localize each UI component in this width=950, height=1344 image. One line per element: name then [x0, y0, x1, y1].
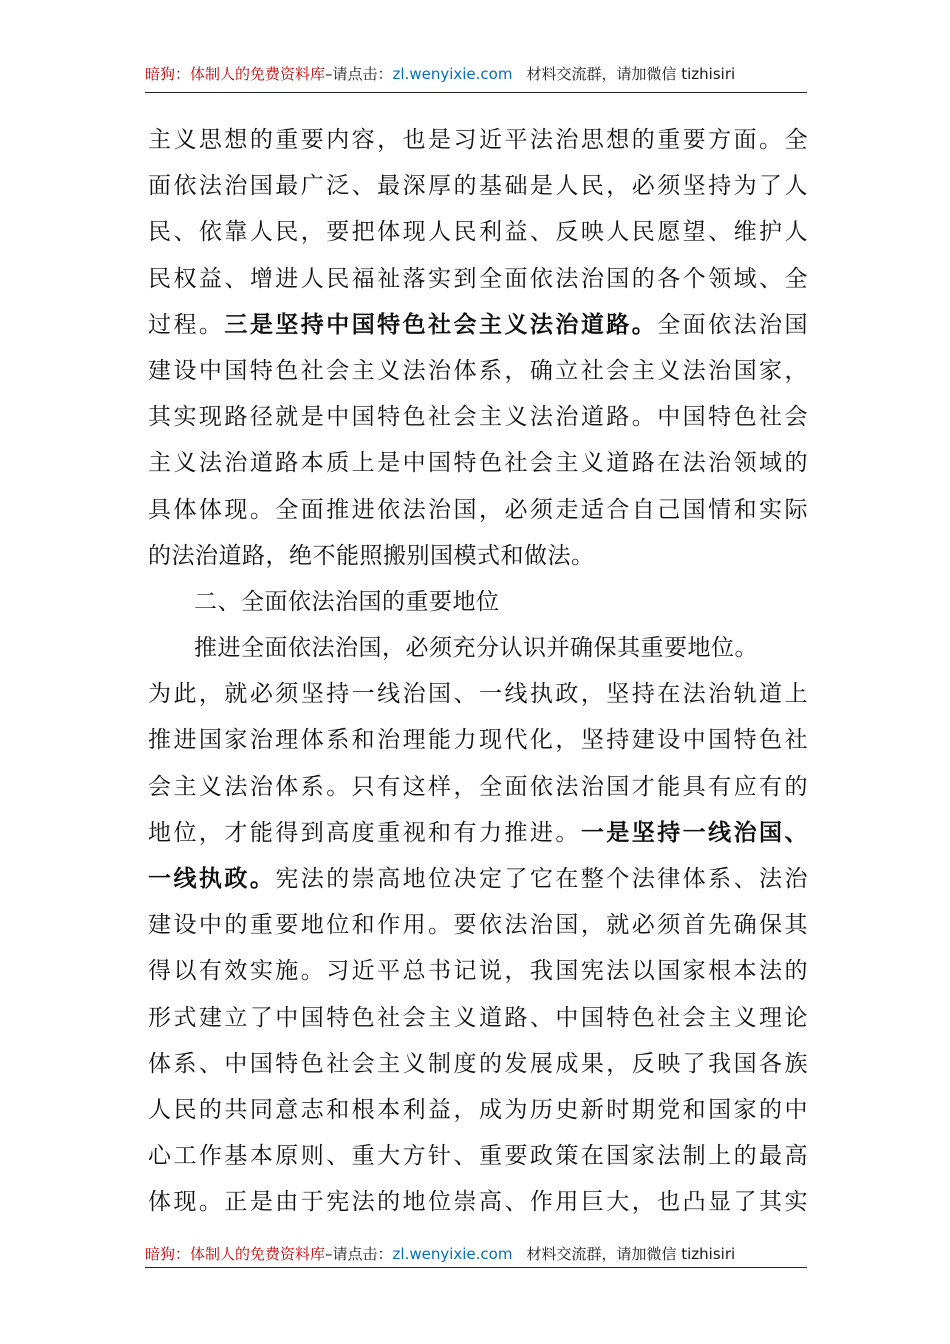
footer-wechat-text: 材料交流群，请加微信 tizhisiri [526, 1245, 736, 1263]
paragraph-line: 体系、中国特色社会主义制度的发展成果，反映了我国各族 [148, 1050, 808, 1077]
section-heading: 二、全面依法治国的重要地位 [194, 588, 500, 615]
footer-brand: 暗狗：体制人的免费资料库 [145, 1245, 326, 1263]
paragraph-line: 为此，就必须坚持一线治国、一线执政，坚持在法治轨道上 [148, 681, 808, 708]
header-click-prefix: –请点击： [325, 65, 393, 83]
text-run: 地位，才能得到高度重视和有力推进。 [148, 819, 581, 846]
paragraph-line: 主义法治道路本质上是中国特色社会主义道路在法治领域的 [148, 450, 808, 477]
page-footer [145, 1244, 807, 1264]
footer-click-prefix: –请点击： [325, 1245, 393, 1263]
text-run: 全面依法治国 [657, 311, 808, 338]
text-run: 宪法的崇高地位决定了它在整个法律体系、法治 [275, 866, 808, 892]
paragraph-line: 会主义法治体系。只有这样，全面依法治国才能具有应有的 [148, 773, 808, 800]
footer-url-link[interactable]: zl.wenyixie.com [392, 1245, 513, 1263]
paragraph-line: 形式建立了中国特色社会主义道路、中国特色社会主义理论 [148, 1004, 808, 1031]
paragraph-line [148, 810, 808, 856]
paragraph-line: 面依法治国最广泛、最深厚的基础是人民，必须坚持为了人 [148, 173, 808, 200]
paragraph-line: 的法治道路，绝不能照搬别国模式和做法。 [148, 542, 595, 569]
page-header [145, 64, 807, 84]
paragraph-line: 具体体现。全面推进依法治国，必须走适合自己国情和实际 [148, 496, 808, 523]
paragraph-line [148, 302, 808, 348]
footer-rule [145, 1267, 807, 1268]
paragraph-line: 得以有效实施。习近平总书记说，我国宪法以国家根本法的 [148, 958, 808, 985]
text-run: 过程。 [148, 311, 225, 338]
paragraph-line: 人民的共同意志和根本利益，成为历史新时期党和国家的中 [148, 1096, 808, 1123]
header-wechat-text: 材料交流群，请加微信 tizhisiri [526, 65, 736, 83]
paragraph-line: 心工作基本原则、重大方针、重要政策在国家法制上的最高 [148, 1143, 808, 1170]
bold-point-one-cont: 一线执政。 [148, 866, 276, 892]
header-rule [145, 92, 807, 93]
paragraph-line: 推进国家治理体系和治理能力现代化，坚持建设中国特色社 [148, 727, 808, 754]
bold-point-one: 一是坚持一线治国、 [580, 819, 808, 846]
paragraph-line: 民、依靠人民，要把体现人民利益、反映人民愿望、维护人 [148, 219, 808, 246]
bold-point-three: 三是坚持中国特色社会主义法治道路。 [224, 311, 658, 338]
paragraph-line: 推进全面依法治国，必须充分认识并确保其重要地位。 [194, 635, 758, 662]
header-url-link[interactable]: zl.wenyixie.com [392, 65, 513, 83]
paragraph-line: 体现。正是由于宪法的地位崇高、作用巨大，也凸显了其实 [148, 1189, 808, 1216]
document-body [148, 117, 808, 1226]
paragraph-line: 民权益、增进人民福祉落实到全面依法治国的各个领域、全 [148, 265, 808, 292]
header-brand: 暗狗：体制人的免费资料库 [145, 65, 326, 83]
paragraph-line: 建设中国特色社会主义法治体系，确立社会主义法治国家， [148, 357, 808, 384]
paragraph-line: 主义思想的重要内容，也是习近平法治思想的重要方面。全 [148, 127, 808, 153]
paragraph-line: 建设中的重要地位和作用。要依法治国，就必须首先确保其 [148, 912, 808, 939]
paragraph-line: 其实现路径就是中国特色社会主义法治道路。中国特色社会 [148, 404, 808, 431]
paragraph-line [148, 856, 808, 902]
